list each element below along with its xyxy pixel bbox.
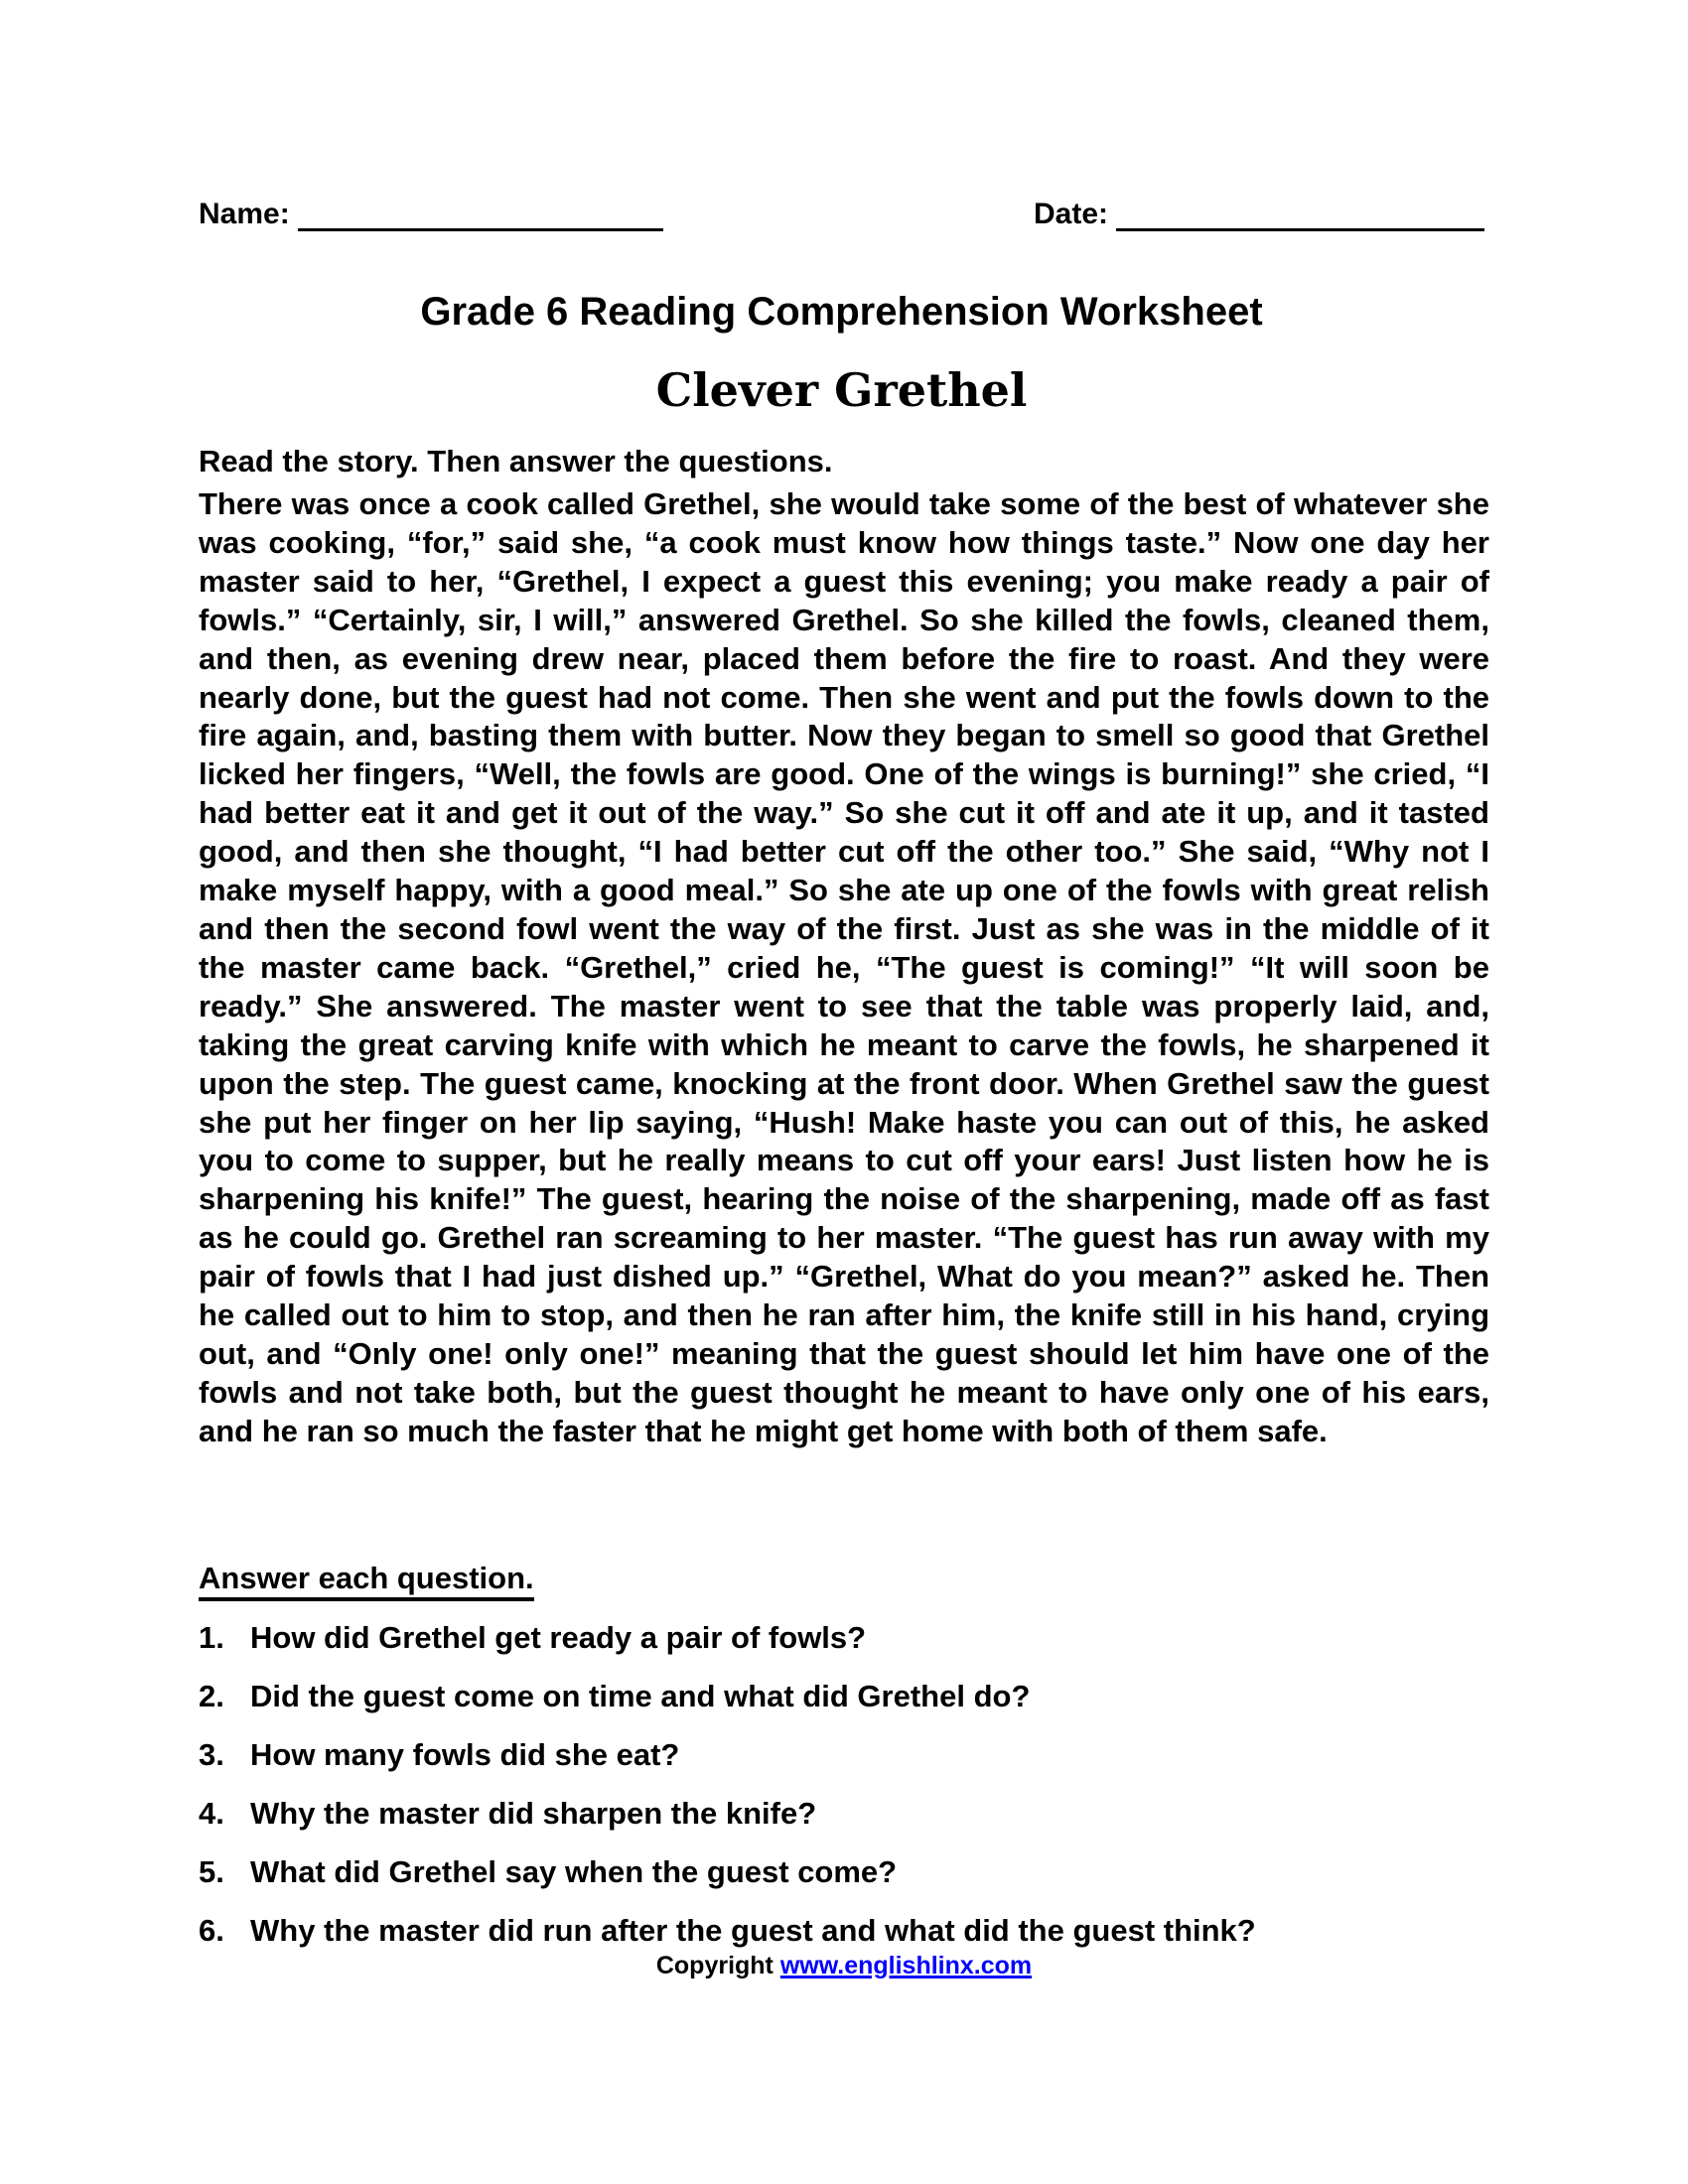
question-item (199, 1679, 1489, 1714)
question-number: 2. (199, 1679, 224, 1713)
answer-section-heading: Answer each question. (199, 1561, 534, 1601)
date-field-group (1034, 197, 1484, 231)
question-text: How many fowls did she eat? (250, 1737, 680, 1772)
question-number: 6. (199, 1913, 224, 1948)
date-label: Date: (1033, 198, 1108, 230)
question-item (199, 1737, 1489, 1773)
name-label: Name: (199, 198, 290, 230)
question-number: 1. (199, 1620, 224, 1655)
question-number: 5. (199, 1854, 224, 1889)
question-number: 4. (199, 1796, 224, 1831)
header-row (199, 197, 1484, 231)
story-title: Clever Grethel (655, 363, 1028, 417)
worksheet-title: Grade 6 Reading Comprehension Worksheet (420, 290, 1263, 334)
date-blank-line[interactable] (1116, 197, 1484, 231)
question-item (199, 1854, 1489, 1890)
name-field-group (199, 197, 663, 231)
copyright-link[interactable]: www.englishlinx.com (779, 1952, 1033, 1979)
question-text: What did Grethel say when the guest come? (250, 1854, 898, 1889)
footer (0, 1952, 1688, 1980)
instructions-text: Read the story. Then answer the questions. (199, 444, 833, 478)
question-text: Did the guest come on time and what did Grethel do? (250, 1679, 1031, 1713)
name-blank-line[interactable] (298, 197, 663, 231)
question-text: Why the master did sharpen the knife? (250, 1796, 817, 1831)
question-number: 3. (199, 1737, 224, 1772)
copyright-label: Copyright (655, 1952, 774, 1979)
question-list (199, 1620, 1489, 1972)
story-text: There was once a cook called Grethel, she would take some of the best of whatever she was cooking, “for,” said she, “a cook must know how things taste.” Now one day her master said to her, “Grethel, I expect a guest this evening; you make ready a pair of fowls.” “Certainly, sir, I will,” answered Grethel. So she killed the fowls, cleaned them, and then, as evening drew near, placed them before the fire to roast. And they were nearly done, but the guest had not come. Then she went and put the fowls down to the fire again, and, basting them with butter. Now they began to smell so good that Grethel licked her fingers, “Well, the fowls are good. One of the wings is burning!” she cried, “I had better eat it and get it out of the way.” So she cut it off and ate it up, and it tasted good, and then she thought, “I had better cut off the other too.” She said, “Why not I make myself happy, with a good meal.” So she ate up one of the fowls with great relish and then the second fowl went the way of the first. Just as she was in the middle of it the master came back. “Grethel,” cried he, “The guest is coming!” “It will soon be ready.” She answered. The master went to see that the table was properly laid, and, taking the great carving knife with which he meant to carve the fowls, he sharpened it upon the step. The guest came, knocking at the front door. When Grethel saw the guest she put her finger on her lip saying, “Hush! Make haste you can out of this, he asked you to come to supper, but he really means to cut off your ears! Just listen how he is sharpening his knife!” The guest, hearing the noise of the sharpening, made off as fast as he could go. Grethel ran screaming to her master. “The guest has run away with my pair of fowls that I had just dished up.” “Grethel, What do you mean?” asked he. Then he called out to him to stop, and then he ran after him, the knife still in his hand, crying out, and “Only one! only one!” meaning that the guest should let him have one of the fowls and not take both, but the guest thought he meant to have only one of his ears, and he ran so much the faster that he might get home with both of them safe. (199, 486, 1489, 1448)
question-item (199, 1796, 1489, 1832)
question-text: How did Grethel get ready a pair of fowls? (250, 1620, 867, 1655)
question-text: Why the master did run after the guest and what did the guest think? (250, 1913, 1256, 1948)
question-item (199, 1913, 1489, 1949)
question-item (199, 1620, 1489, 1656)
